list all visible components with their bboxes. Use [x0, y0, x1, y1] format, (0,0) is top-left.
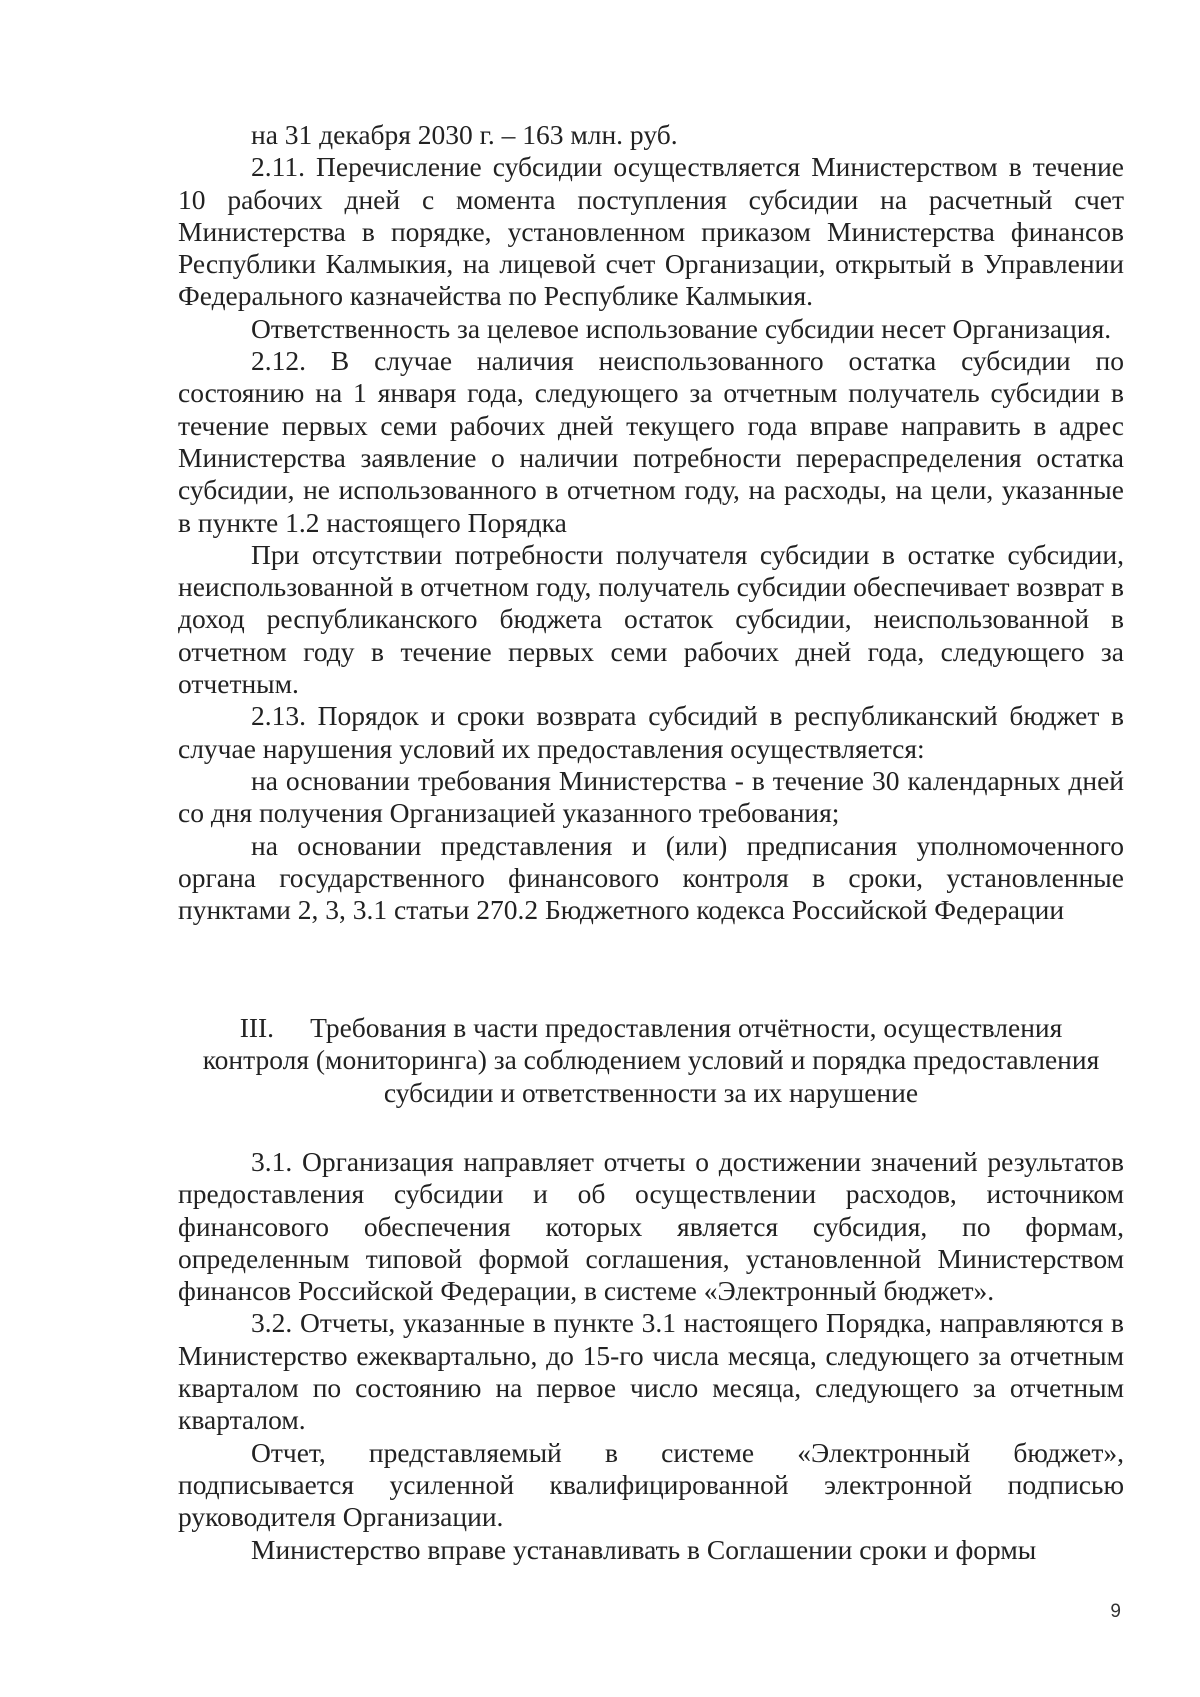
- section-heading-line-3: субсидии и ответственности за их нарушение: [383, 1076, 919, 1108]
- section-heading: [178, 1012, 1124, 1109]
- paragraph-no-need: При отсутствии потребности получателя субсидии в остатке субсидии, неиспользованной в отчетном году, получатель субсидии обеспечивает возврат в доход республиканского бюджета остаток субсидии, неиспользованной в отчетном году в течение первых семи рабочих дней года, следующего за отчетным.: [178, 538, 1124, 700]
- paragraph-ministry-requirement: на основании требования Министерства - в течение 30 календарных дней со дня получения Организацией указанного требования;: [178, 764, 1124, 829]
- page-number: 9: [1110, 1601, 1121, 1622]
- paragraph-amount-2030: на 31 декабря 2030 г. – 163 млн. руб.: [251, 119, 678, 150]
- paragraph-2-11: 2.11. Перечисление субсидии осуществляется Министерством в течение 10 рабочих дней с момента поступления субсидии на расчетный счет Министерства в порядке, установленном приказом Министерства финансов Республики Калмыкия, на лицевой счет Организации, открытый в Управлении Федерального казначейства по Республике Калмыкия.: [178, 151, 1124, 312]
- paragraph-3-1: 3.1. Организация направляет отчеты о достижении значений результатов предоставления субсидии и об осуществлении расходов, источником финансового обеспечения которых является субсидия, по формам, определенным типовой формой соглашения, установленной Министерством финансов Российской Федерации, в системе «Электронный бюджет».: [178, 1146, 1124, 1307]
- section-heading-line-2: контроля (мониторинга) за соблюдением условий и порядка предоставления: [202, 1044, 1100, 1076]
- section-heading-text-1: Требования в части предоставления отчётности, осуществления: [310, 1012, 1063, 1043]
- paragraph-2-13: 2.13. Порядок и сроки возврата субсидий в республиканский бюджет в случае нарушения условий их предоставления осуществляется:: [178, 700, 1124, 764]
- top-text-block: [178, 119, 1124, 926]
- paragraph-3-2: 3.2. Отчеты, указанные в пункте 3.1 настоящего Порядка, направляются в Министерство ежеквартально, до 15-го числа месяца, следующего за отчетным кварталом по состоянию на первое число месяца, следующего за отчетным кварталом.: [178, 1307, 1124, 1436]
- paragraph-responsibility: Ответственность за целевое использование субсидии несет Организация.: [251, 312, 1112, 344]
- paragraph-report-signature: Отчет, представляемый в системе «Электронный бюджет», подписывается усиленной квалифицированной электронной подписью руководителя Организации.: [178, 1436, 1124, 1533]
- paragraph-2-12: 2.12. В случае наличия неиспользованного остатка субсидии по состоянию на 1 января года, следующего за отчетным получатель субсидии в течение первых семи рабочих дней текущего года вправе направить в адрес Министерства заявление о наличии потребности перераспределения остатка субсидии, не использованного в отчетном году, на расходы, на цели, указанные в пункте 1.2 настоящего Порядка: [178, 345, 1124, 538]
- paragraph-control-body: на основании представления и (или) предписания уполномоченного органа государственного финансового контроля в сроки, установленные пунктами 2, 3, 3.1 статьи 270.2 Бюджетного кодекса Российской Федерации: [178, 829, 1124, 926]
- section-numeral: III.: [239, 1012, 275, 1043]
- paragraph-ministry-rights: Министерство вправе устанавливать в Соглашении сроки и формы: [251, 1533, 1037, 1565]
- bottom-text-block: [178, 1146, 1124, 1566]
- section-heading-line-1: [178, 1012, 1124, 1044]
